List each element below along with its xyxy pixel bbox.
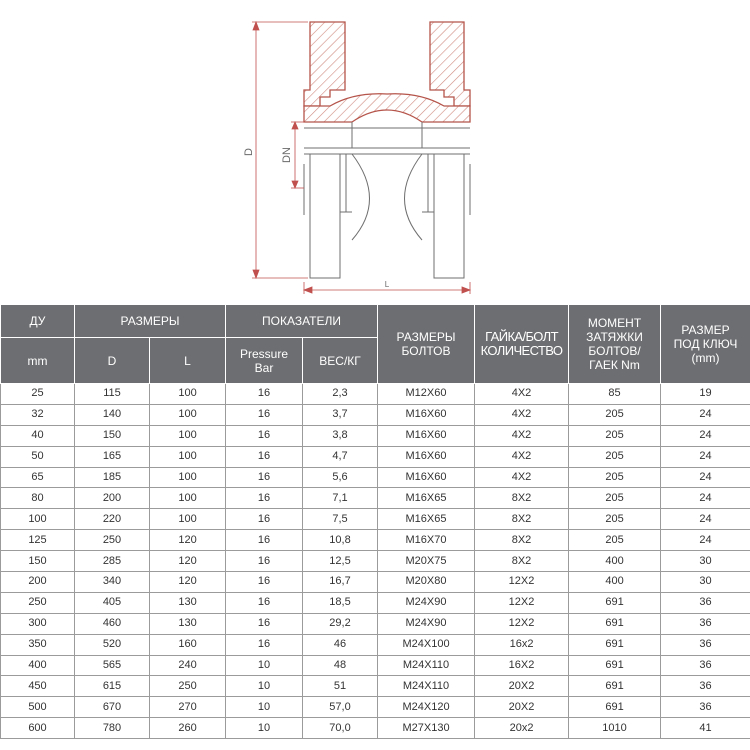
cell-du: 450	[1, 676, 75, 697]
cell-bolt-size: M16X60	[378, 425, 475, 446]
cell-l: 240	[150, 655, 226, 676]
cell-weight: 10,8	[303, 530, 378, 551]
cell-d: 405	[75, 592, 150, 613]
cell-nut-bolt-qty: 12X2	[475, 572, 569, 593]
cell-weight: 57,0	[303, 697, 378, 718]
table-row	[1, 613, 750, 634]
cell-torque: 205	[569, 488, 661, 509]
cell-d: 150	[75, 425, 150, 446]
cell-wrench-size: 36	[661, 676, 750, 697]
cell-pressure: 16	[226, 613, 303, 634]
cell-bolt-size: M24X90	[378, 592, 475, 613]
cell-torque: 205	[569, 530, 661, 551]
cell-du: 65	[1, 467, 75, 488]
header-d: D	[75, 338, 150, 384]
label-l: L	[384, 280, 390, 289]
cell-du: 300	[1, 613, 75, 634]
specification-table	[0, 304, 750, 739]
cell-bolt-size: M24X100	[378, 634, 475, 655]
cell-du: 40	[1, 425, 75, 446]
cell-l: 270	[150, 697, 226, 718]
cell-wrench-size: 24	[661, 446, 750, 467]
cell-wrench-size: 36	[661, 634, 750, 655]
cell-weight: 16,7	[303, 572, 378, 593]
cell-bolt-size: M16X60	[378, 467, 475, 488]
cell-wrench-size: 30	[661, 572, 750, 593]
table-row	[1, 509, 750, 530]
cell-weight: 51	[303, 676, 378, 697]
cell-torque: 691	[569, 676, 661, 697]
cell-wrench-size: 36	[661, 655, 750, 676]
cell-wrench-size: 36	[661, 613, 750, 634]
cell-pressure: 16	[226, 634, 303, 655]
table-row	[1, 425, 750, 446]
cell-pressure: 16	[226, 425, 303, 446]
cell-bolt-size: M16X60	[378, 404, 475, 425]
table-row	[1, 467, 750, 488]
cell-weight: 46	[303, 634, 378, 655]
cell-nut-bolt-qty: 8X2	[475, 530, 569, 551]
cell-bolt-size: M16X70	[378, 530, 475, 551]
cell-l: 100	[150, 404, 226, 425]
table-row	[1, 446, 750, 467]
header-du: ДУ	[1, 305, 75, 338]
cell-nut-bolt-qty: 4X2	[475, 404, 569, 425]
cell-du: 100	[1, 509, 75, 530]
cell-bolt-size: M24X110	[378, 676, 475, 697]
table-row	[1, 384, 750, 405]
cell-wrench-size: 36	[661, 592, 750, 613]
cell-pressure: 16	[226, 592, 303, 613]
cell-weight: 7,1	[303, 488, 378, 509]
cell-nut-bolt-qty: 20X2	[475, 676, 569, 697]
cell-bolt-size: M27X130	[378, 718, 475, 739]
cell-torque: 1010	[569, 718, 661, 739]
cell-l: 130	[150, 592, 226, 613]
cell-nut-bolt-qty: 4X2	[475, 446, 569, 467]
header-torque: МОМЕНТ ЗАТЯЖКИ БОЛТОВ/ ГАЕК Nm	[569, 305, 661, 384]
cell-bolt-size: M20X75	[378, 551, 475, 572]
table-row	[1, 530, 750, 551]
cell-wrench-size: 24	[661, 404, 750, 425]
cell-du: 80	[1, 488, 75, 509]
cell-nut-bolt-qty: 8X2	[475, 509, 569, 530]
cell-du: 50	[1, 446, 75, 467]
cell-torque: 691	[569, 613, 661, 634]
cell-pressure: 10	[226, 718, 303, 739]
header-indicators: ПОКАЗАТЕЛИ	[226, 305, 378, 338]
cell-wrench-size: 24	[661, 467, 750, 488]
cell-nut-bolt-qty: 16X2	[475, 655, 569, 676]
table-body	[1, 384, 750, 739]
header-wrench-size: РАЗМЕР ПОД КЛЮЧ (mm)	[661, 305, 750, 384]
cell-weight: 7,5	[303, 509, 378, 530]
cell-d: 140	[75, 404, 150, 425]
header-pressure: Pressure Bar	[226, 338, 303, 384]
label-dn: DN	[281, 147, 293, 163]
cell-bolt-size: M24X110	[378, 655, 475, 676]
cell-torque: 205	[569, 509, 661, 530]
cell-d: 780	[75, 718, 150, 739]
cell-weight: 3,8	[303, 425, 378, 446]
cell-nut-bolt-qty: 8X2	[475, 551, 569, 572]
cell-bolt-size: M16X60	[378, 446, 475, 467]
cell-l: 100	[150, 467, 226, 488]
dimension-d	[252, 22, 308, 278]
cell-torque: 205	[569, 446, 661, 467]
cell-l: 120	[150, 572, 226, 593]
cell-wrench-size: 19	[661, 384, 750, 405]
cell-nut-bolt-qty: 12X2	[475, 592, 569, 613]
cell-torque: 400	[569, 551, 661, 572]
cell-du: 150	[1, 551, 75, 572]
cell-pressure: 16	[226, 530, 303, 551]
cell-d: 185	[75, 467, 150, 488]
cell-d: 220	[75, 509, 150, 530]
table-row	[1, 676, 750, 697]
cell-wrench-size: 24	[661, 488, 750, 509]
right-flange-section	[430, 22, 470, 106]
cell-du: 32	[1, 404, 75, 425]
cell-nut-bolt-qty: 8X2	[475, 488, 569, 509]
cell-d: 115	[75, 384, 150, 405]
lower-body-outline	[304, 122, 470, 278]
cell-nut-bolt-qty: 16x2	[475, 634, 569, 655]
header-bolt-sizes: РАЗМЕРЫ БОЛТОВ	[378, 305, 475, 384]
cell-nut-bolt-qty: 20X2	[475, 697, 569, 718]
cell-torque: 691	[569, 634, 661, 655]
cell-l: 120	[150, 551, 226, 572]
cell-l: 100	[150, 446, 226, 467]
cell-pressure: 16	[226, 509, 303, 530]
cell-torque: 691	[569, 655, 661, 676]
table-row	[1, 551, 750, 572]
cell-pressure: 16	[226, 446, 303, 467]
cell-pressure: 10	[226, 655, 303, 676]
cell-pressure: 16	[226, 551, 303, 572]
table-row	[1, 572, 750, 593]
cell-l: 120	[150, 530, 226, 551]
cell-torque: 85	[569, 384, 661, 405]
cell-wrench-size: 36	[661, 697, 750, 718]
cell-d: 670	[75, 697, 150, 718]
cell-du: 400	[1, 655, 75, 676]
cell-bolt-size: M24X120	[378, 697, 475, 718]
cell-pressure: 16	[226, 404, 303, 425]
bellows-section	[304, 94, 470, 122]
cell-wrench-size: 30	[661, 551, 750, 572]
cell-weight: 5,6	[303, 467, 378, 488]
cell-torque: 205	[569, 467, 661, 488]
cell-torque: 691	[569, 592, 661, 613]
cell-nut-bolt-qty: 4X2	[475, 425, 569, 446]
cell-l: 250	[150, 676, 226, 697]
cell-wrench-size: 24	[661, 425, 750, 446]
cell-weight: 18,5	[303, 592, 378, 613]
cell-nut-bolt-qty: 12X2	[475, 613, 569, 634]
cell-pressure: 10	[226, 676, 303, 697]
cell-bolt-size: M24X90	[378, 613, 475, 634]
cell-pressure: 16	[226, 488, 303, 509]
header-l: L	[150, 338, 226, 384]
cell-nut-bolt-qty: 4X2	[475, 467, 569, 488]
cell-l: 160	[150, 634, 226, 655]
header-dimensions: РАЗМЕРЫ	[75, 305, 226, 338]
cell-weight: 70,0	[303, 718, 378, 739]
cell-pressure: 16	[226, 384, 303, 405]
left-flange-section	[304, 22, 345, 106]
cell-du: 600	[1, 718, 75, 739]
cell-pressure: 16	[226, 572, 303, 593]
cell-d: 165	[75, 446, 150, 467]
cell-l: 130	[150, 613, 226, 634]
table-row	[1, 488, 750, 509]
table-row	[1, 697, 750, 718]
cell-du: 500	[1, 697, 75, 718]
cell-d: 250	[75, 530, 150, 551]
cell-nut-bolt-qty: 4X2	[475, 384, 569, 405]
cell-d: 340	[75, 572, 150, 593]
cell-torque: 205	[569, 425, 661, 446]
cell-l: 100	[150, 384, 226, 405]
cell-l: 100	[150, 425, 226, 446]
cell-torque: 400	[569, 572, 661, 593]
cell-weight: 4,7	[303, 446, 378, 467]
cell-bolt-size: M16X65	[378, 488, 475, 509]
cell-wrench-size: 41	[661, 718, 750, 739]
cell-pressure: 10	[226, 697, 303, 718]
expansion-joint-drawing	[0, 0, 750, 300]
cell-bolt-size: M16X65	[378, 509, 475, 530]
cell-nut-bolt-qty: 20x2	[475, 718, 569, 739]
cell-weight: 2,3	[303, 384, 378, 405]
cell-l: 100	[150, 488, 226, 509]
cell-l: 260	[150, 718, 226, 739]
cell-d: 615	[75, 676, 150, 697]
cell-torque: 691	[569, 697, 661, 718]
cell-weight: 48	[303, 655, 378, 676]
cell-du: 250	[1, 592, 75, 613]
table-row	[1, 404, 750, 425]
cell-l: 100	[150, 509, 226, 530]
table-row	[1, 634, 750, 655]
cell-d: 565	[75, 655, 150, 676]
cell-du: 125	[1, 530, 75, 551]
table-row	[1, 655, 750, 676]
cell-torque: 205	[569, 404, 661, 425]
cell-d: 460	[75, 613, 150, 634]
cell-du: 350	[1, 634, 75, 655]
cell-bolt-size: M12X60	[378, 384, 475, 405]
cell-weight: 12,5	[303, 551, 378, 572]
label-d: D	[243, 148, 255, 156]
cell-du: 25	[1, 384, 75, 405]
cell-weight: 3,7	[303, 404, 378, 425]
cell-d: 520	[75, 634, 150, 655]
header-nut-bolt-qty: ГАЙКА/БОЛТ КОЛИЧЕСТВО	[475, 305, 569, 384]
cell-wrench-size: 24	[661, 509, 750, 530]
cell-du: 200	[1, 572, 75, 593]
cell-bolt-size: M20X80	[378, 572, 475, 593]
cell-pressure: 16	[226, 467, 303, 488]
table-row	[1, 718, 750, 739]
header-weight: ВЕС/КГ	[303, 338, 378, 384]
table-row	[1, 592, 750, 613]
cell-d: 200	[75, 488, 150, 509]
cell-d: 285	[75, 551, 150, 572]
header-row-top	[1, 305, 750, 338]
cell-wrench-size: 24	[661, 530, 750, 551]
cell-weight: 29,2	[303, 613, 378, 634]
header-du-unit: mm	[1, 338, 75, 384]
